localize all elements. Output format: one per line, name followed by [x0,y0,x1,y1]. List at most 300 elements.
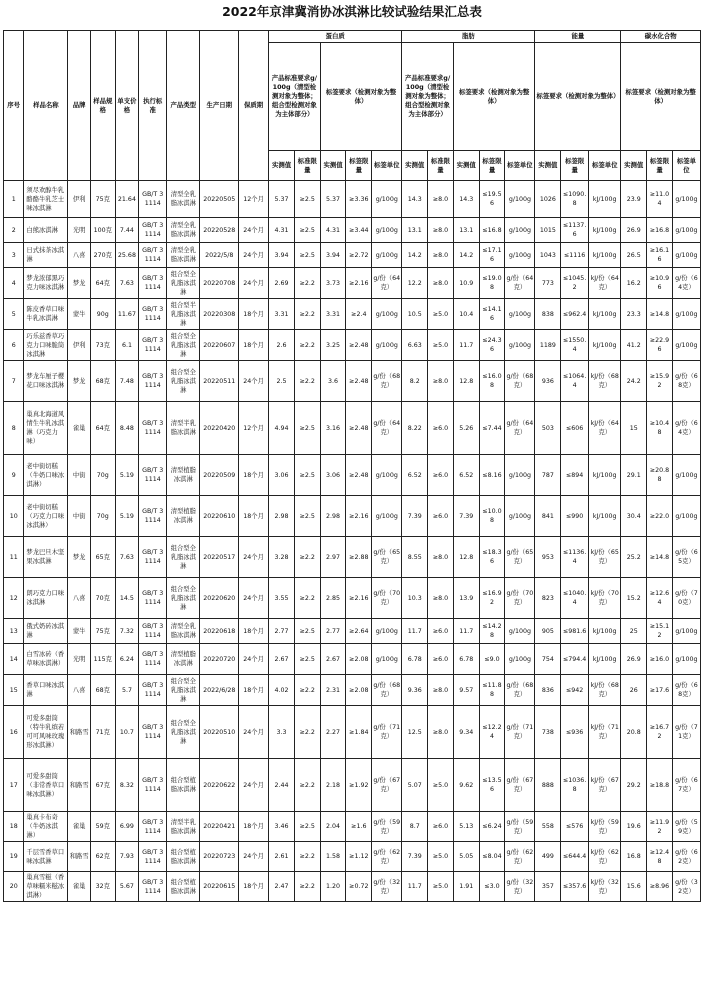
cell-protein-label-limit: ≥3.36 [346,181,372,218]
cell-protein-std-limit: ≥2.5 [294,243,320,268]
cell-name: 俄式奶砖冰淇淋 [24,619,68,644]
cell-energy-label-unit: kJ/份（68克） [589,675,621,706]
cell-energy-label-limit: ≤357.6 [561,872,589,902]
cell-protein-label-unit: g/100g [372,496,402,537]
cell-energy-label-limit: ≤942 [561,675,589,706]
cell-carb-label-unit: g/100g [672,330,700,361]
header-std: 执行标准 [139,31,167,181]
cell-type: 组合型全乳脂冰淇淋 [167,330,200,361]
header-protein-req: 产品标准要求g/100g（清型检测对象为整体；组合型检测对象为主体部分） [269,43,321,151]
header-protein-label-unit: 标签单位 [372,151,402,181]
cell-spec: 270克 [90,243,115,268]
cell-protein-label-unit: g/100g [372,644,402,675]
cell-fat-measured: 14.3 [402,181,428,218]
cell-protein-measured: 3.28 [269,537,295,578]
table-row [4,759,701,812]
header-date: 生产日期 [200,31,239,181]
cell-price: 8.32 [115,759,139,812]
cell-shelf: 24个月 [239,644,269,675]
cell-spec: 65克 [90,537,115,578]
cell-fat-measured: 10.5 [402,299,428,330]
cell-carb-label-limit: ≥15.92 [647,361,673,402]
cell-protein-label-limit: ≥2.4 [346,299,372,330]
cell-fat-std-limit: ≥6.0 [428,496,454,537]
cell-shelf: 24个月 [239,218,269,243]
cell-protein-label-limit: ≥2.08 [346,675,372,706]
cell-fat-label-limit: ≤16.08 [479,361,505,402]
cell-name: 可爱多甜筒（非常香草口味冰淇淋） [24,759,68,812]
cell-fat-label-limit: ≤16.8 [479,218,505,243]
cell-energy-measured: 838 [535,299,561,330]
cell-fat-label-measured: 5.13 [453,812,479,842]
cell-seq: 12 [4,578,24,619]
cell-fat-label-unit: g/份（62克） [505,842,535,872]
cell-shelf: 18个月 [239,872,269,902]
cell-spec: 68克 [90,361,115,402]
cell-protein-label-unit: g/100g [372,619,402,644]
cell-fat-label-measured: 10.9 [453,268,479,299]
cell-brand: 光明 [68,644,91,675]
cell-protein-label-measured: 3.6 [320,361,346,402]
cell-date: 20220618 [200,619,239,644]
cell-fat-std-limit: ≥8.0 [428,361,454,402]
cell-carb-label-limit: ≥22.0 [647,496,673,537]
cell-energy-label-limit: ≤1064.4 [561,361,589,402]
cell-fat-label-unit: g/100g [505,496,535,537]
header-brand: 品牌 [68,31,91,181]
cell-date: 20220622 [200,759,239,812]
cell-spec: 70克 [90,578,115,619]
cell-date: 20220708 [200,268,239,299]
cell-carb-label-limit: ≥14.8 [647,299,673,330]
cell-spec: 70g [90,455,115,496]
cell-fat-measured: 6.52 [402,455,428,496]
cell-shelf: 24个月 [239,578,269,619]
header-type: 产品类型 [167,31,200,181]
cell-fat-label-measured: 10.4 [453,299,479,330]
cell-protein-label-measured: 3.06 [320,455,346,496]
cell-price: 7.93 [115,842,139,872]
cell-protein-label-measured: 3.16 [320,402,346,455]
table-row [4,644,701,675]
cell-energy-label-unit: kJ/份（71克） [589,706,621,759]
cell-spec: 67克 [90,759,115,812]
table-row [4,872,701,902]
cell-energy-measured: 953 [535,537,561,578]
cell-fat-std-limit: ≥5.0 [428,299,454,330]
cell-protein-label-unit: g/100g [372,243,402,268]
cell-energy-label-limit: ≤576 [561,812,589,842]
cell-protein-std-limit: ≥2.5 [294,402,320,455]
cell-fat-label-unit: g/份（67克） [505,759,535,812]
cell-brand: 和路雪 [68,842,91,872]
cell-energy-measured: 357 [535,872,561,902]
cell-energy-measured: 823 [535,578,561,619]
cell-name: 巢真北海道风情生牛乳冰淇淋（巧克力味） [24,402,68,455]
cell-brand: 伊利 [68,330,91,361]
cell-energy-label-unit: kJ/份（70克） [589,578,621,619]
cell-protein-label-limit: ≥1.92 [346,759,372,812]
cell-seq: 16 [4,706,24,759]
cell-seq: 15 [4,675,24,706]
cell-protein-measured: 2.6 [269,330,295,361]
cell-energy-label-limit: ≤644.4 [561,842,589,872]
cell-protein-std-limit: ≥2.5 [294,619,320,644]
cell-shelf: 18个月 [239,675,269,706]
cell-protein-label-measured: 2.97 [320,537,346,578]
cell-date: 20220509 [200,455,239,496]
cell-price: 7.63 [115,268,139,299]
cell-shelf: 18个月 [239,299,269,330]
cell-protein-label-unit: g/份（70克） [372,578,402,619]
cell-carb-label-limit: ≥10.96 [647,268,673,299]
cell-protein-measured: 4.31 [269,218,295,243]
cell-fat-label-limit: ≤7.44 [479,402,505,455]
cell-seq: 2 [4,218,24,243]
cell-name: 老中街切糕（巧克力口味冰淇淋） [24,496,68,537]
cell-carb-label-unit: g/份（70克） [672,578,700,619]
header-protein-label-measured: 实测值 [320,151,346,181]
cell-fat-label-unit: g/100g [505,218,535,243]
cell-protein-label-measured: 2.85 [320,578,346,619]
cell-protein-label-measured: 2.04 [320,812,346,842]
cell-fat-label-measured: 14.3 [453,181,479,218]
cell-carb-label-unit: g/100g [672,218,700,243]
cell-seq: 1 [4,181,24,218]
cell-fat-measured: 7.39 [402,496,428,537]
cell-protein-measured: 4.02 [269,675,295,706]
cell-protein-label-limit: ≥1.12 [346,842,372,872]
cell-date: 20220723 [200,842,239,872]
cell-fat-label-measured: 9.62 [453,759,479,812]
cell-name: 可爱多甜筒（特牛乳缤若可可风味玫瑰形冰淇淋） [24,706,68,759]
cell-fat-label-measured: 6.78 [453,644,479,675]
cell-protein-label-limit: ≥2.16 [346,496,372,537]
cell-std: GB/T 31114 [139,330,167,361]
cell-std: GB/T 31114 [139,644,167,675]
cell-spec: 62克 [90,842,115,872]
cell-name: 日式抹茶冰淇淋 [24,243,68,268]
cell-carb-measured: 16.8 [621,842,647,872]
cell-carb-measured: 29.2 [621,759,647,812]
cell-carb-label-unit: g/100g [672,496,700,537]
cell-spec: 100克 [90,218,115,243]
cell-energy-measured: 1026 [535,181,561,218]
cell-type: 清型半乳脂冰淇淋 [167,812,200,842]
cell-fat-label-limit: ≤19.56 [479,181,505,218]
header-energy: 能量 [535,31,621,43]
cell-price: 6.24 [115,644,139,675]
header-fat-label-limit: 标签限量 [479,151,505,181]
cell-energy-measured: 1043 [535,243,561,268]
header-name: 样品名称 [24,31,68,181]
cell-date: 20220620 [200,578,239,619]
cell-spec: 75克 [90,619,115,644]
cell-carb-label-limit: ≥14.8 [647,537,673,578]
cell-brand: 和路雪 [68,759,91,812]
cell-fat-label-measured: 6.52 [453,455,479,496]
cell-fat-std-limit: ≥8.0 [428,268,454,299]
cell-carb-measured: 24.2 [621,361,647,402]
cell-spec: 71克 [90,706,115,759]
cell-energy-measured: 787 [535,455,561,496]
cell-energy-measured: 888 [535,759,561,812]
cell-fat-measured: 13.1 [402,218,428,243]
table-row [4,619,701,644]
cell-fat-label-limit: ≤14.28 [479,619,505,644]
cell-type: 清型全乳脂冰淇淋 [167,619,200,644]
cell-type: 组合型全乳脂冰淇淋 [167,268,200,299]
cell-name: 梦龙巴旦木坚果冰淇淋 [24,537,68,578]
cell-protein-std-limit: ≥2.2 [294,299,320,330]
cell-fat-label-unit: g/100g [505,644,535,675]
cell-fat-std-limit: ≥8.0 [428,706,454,759]
cell-spec: 115克 [90,644,115,675]
cell-spec: 64克 [90,268,115,299]
cell-protein-measured: 5.37 [269,181,295,218]
cell-protein-label-limit: ≥2.48 [346,455,372,496]
cell-protein-label-measured: 3.94 [320,243,346,268]
cell-protein-std-limit: ≥2.2 [294,759,320,812]
cell-seq: 11 [4,537,24,578]
cell-protein-label-limit: ≥2.16 [346,578,372,619]
cell-fat-std-limit: ≥8.0 [428,578,454,619]
cell-std: GB/T 31114 [139,842,167,872]
cell-carb-label-unit: g/100g [672,644,700,675]
cell-carb-measured: 30.4 [621,496,647,537]
header-energy-label-req: 标签要求（检测对象为整体） [535,43,621,151]
cell-name: 朗巧克力口味冰淇淋 [24,578,68,619]
cell-protein-measured: 2.77 [269,619,295,644]
cell-protein-measured: 2.67 [269,644,295,675]
cell-protein-std-limit: ≥2.2 [294,537,320,578]
cell-protein-label-measured: 2.67 [320,644,346,675]
header-fat-req: 产品标准要求g/100g（清型检测对象为整体；组合型检测对象为主体部分） [402,43,454,151]
cell-name: 白熊冰淇淋 [24,218,68,243]
cell-type: 组合型植脂冰淇淋 [167,759,200,812]
cell-brand: 中街 [68,496,91,537]
cell-protein-label-limit: ≥2.88 [346,537,372,578]
cell-carb-label-unit: g/份（64克） [672,268,700,299]
cell-shelf: 18个月 [239,496,269,537]
cell-protein-label-measured: 5.37 [320,181,346,218]
cell-fat-measured: 8.7 [402,812,428,842]
cell-seq: 18 [4,812,24,842]
cell-carb-label-limit: ≥16.0 [647,644,673,675]
cell-name: 老中街切糕（牛奶口味冰淇淋） [24,455,68,496]
results-table [3,30,701,902]
cell-carb-label-unit: g/份（71克） [672,706,700,759]
table-row [4,299,701,330]
cell-carb-label-limit: ≥12.64 [647,578,673,619]
cell-std: GB/T 31114 [139,455,167,496]
cell-fat-label-unit: g/份（71克） [505,706,535,759]
cell-fat-std-limit: ≥5.0 [428,842,454,872]
cell-type: 组合型全乳脂冰淇淋 [167,537,200,578]
cell-price: 11.67 [115,299,139,330]
cell-energy-label-limit: ≤1036.8 [561,759,589,812]
cell-seq: 19 [4,842,24,872]
cell-protein-label-limit: ≥2.08 [346,644,372,675]
cell-protein-label-unit: g/100g [372,330,402,361]
cell-shelf: 24个月 [239,361,269,402]
cell-carb-label-limit: ≥11.04 [647,181,673,218]
cell-name: 香草口味冰淇淋 [24,675,68,706]
cell-protein-std-limit: ≥2.2 [294,675,320,706]
cell-energy-measured: 1015 [535,218,561,243]
cell-energy-label-unit: kJ/份（67克） [589,759,621,812]
cell-protein-label-limit: ≥2.64 [346,619,372,644]
cell-protein-label-unit: g/份（71克） [372,706,402,759]
cell-protein-label-measured: 1.58 [320,842,346,872]
header-energy-label-limit: 标签限量 [561,151,589,181]
cell-protein-label-unit: g/份（68克） [372,361,402,402]
cell-energy-measured: 836 [535,675,561,706]
cell-type: 组合型全乳脂冰淇淋 [167,675,200,706]
cell-date: 20220517 [200,537,239,578]
results-table-wrapper [3,30,701,902]
cell-protein-label-limit: ≥2.72 [346,243,372,268]
cell-fat-std-limit: ≥8.0 [428,218,454,243]
cell-carb-label-limit: ≥20.88 [647,455,673,496]
cell-name: 巢真卡布奇（牛奶冰淇淋） [24,812,68,842]
cell-fat-std-limit: ≥6.0 [428,455,454,496]
cell-energy-measured: 841 [535,496,561,537]
cell-fat-label-unit: g/份（32克） [505,872,535,902]
cell-carb-label-unit: g/份（68克） [672,675,700,706]
cell-fat-label-measured: 5.05 [453,842,479,872]
cell-type: 清型全乳脂冰淇淋 [167,243,200,268]
cell-energy-label-limit: ≤981.6 [561,619,589,644]
cell-energy-label-limit: ≤1550.4 [561,330,589,361]
cell-shelf: 18个月 [239,619,269,644]
cell-seq: 6 [4,330,24,361]
cell-protein-measured: 3.94 [269,243,295,268]
cell-protein-label-unit: g/100g [372,181,402,218]
cell-shelf: 24个月 [239,759,269,812]
cell-energy-label-limit: ≤962.4 [561,299,589,330]
cell-carb-measured: 23.3 [621,299,647,330]
cell-fat-label-unit: g/100g [505,181,535,218]
table-row [4,578,701,619]
header-carb-label-req: 标签要求（检测对象为整体） [621,43,701,151]
cell-carb-label-limit: ≥17.6 [647,675,673,706]
cell-name: 梦龙浓郁黑巧克力味冰淇淋 [24,268,68,299]
cell-energy-measured: 499 [535,842,561,872]
cell-seq: 3 [4,243,24,268]
cell-energy-label-unit: kJ/100g [589,619,621,644]
cell-fat-label-unit: g/100g [505,619,535,644]
cell-date: 20220420 [200,402,239,455]
cell-energy-label-limit: ≤1136.4 [561,537,589,578]
header-spec: 样品规格 [90,31,115,181]
cell-protein-label-measured: 1.20 [320,872,346,902]
cell-fat-label-limit: ≤19.08 [479,268,505,299]
header-carb-label-unit: 标签单位 [672,151,700,181]
cell-price: 8.48 [115,402,139,455]
cell-name: 须尽欢醇牛乳酪酪牛乳芝士味冰淇淋 [24,181,68,218]
cell-carb-measured: 16.2 [621,268,647,299]
cell-energy-measured: 503 [535,402,561,455]
cell-fat-std-limit: ≥5.0 [428,872,454,902]
cell-type: 清型全乳脂冰淇淋 [167,218,200,243]
cell-std: GB/T 31114 [139,361,167,402]
cell-protein-measured: 3.55 [269,578,295,619]
cell-energy-measured: 1189 [535,330,561,361]
cell-protein-measured: 2.47 [269,872,295,902]
cell-carb-label-limit: ≥16.72 [647,706,673,759]
cell-protein-measured: 2.44 [269,759,295,812]
cell-type: 组合型全乳脂冰淇淋 [167,578,200,619]
cell-protein-std-limit: ≥2.2 [294,872,320,902]
cell-fat-label-unit: g/份（70克） [505,578,535,619]
cell-std: GB/T 31114 [139,268,167,299]
cell-type: 清型植脂冰淇淋 [167,644,200,675]
cell-protein-measured: 4.94 [269,402,295,455]
cell-energy-label-limit: ≤990 [561,496,589,537]
header-protein-label-req: 标签要求（检测对象为整体） [320,43,402,151]
cell-brand: 和路雪 [68,706,91,759]
cell-energy-label-limit: ≤1045.2 [561,268,589,299]
table-row [4,330,701,361]
cell-energy-label-limit: ≤894 [561,455,589,496]
cell-date: 20220720 [200,644,239,675]
header-energy-measured: 实测值 [535,151,561,181]
cell-date: 20220505 [200,181,239,218]
cell-fat-std-limit: ≥8.0 [428,243,454,268]
cell-fat-measured: 10.3 [402,578,428,619]
cell-protein-std-limit: ≥2.5 [294,218,320,243]
cell-price: 5.7 [115,675,139,706]
header-protein-measured: 实测值 [269,151,295,181]
cell-std: GB/T 31114 [139,218,167,243]
header-fat: 脂肪 [402,31,535,43]
cell-carb-measured: 15.6 [621,872,647,902]
cell-energy-label-unit: kJ/100g [589,181,621,218]
header-fat-measured: 实测值 [402,151,428,181]
cell-protein-label-measured: 3.31 [320,299,346,330]
cell-date: 20220615 [200,872,239,902]
header-fat-label-unit: 标签单位 [505,151,535,181]
header-carb-measured: 实测值 [621,151,647,181]
cell-protein-measured: 2.69 [269,268,295,299]
cell-carb-measured: 25 [621,619,647,644]
cell-price: 7.32 [115,619,139,644]
cell-protein-measured: 3.06 [269,455,295,496]
cell-protein-label-unit: g/份（62克） [372,842,402,872]
cell-fat-label-unit: g/份（64克） [505,402,535,455]
cell-fat-label-limit: ≤13.56 [479,759,505,812]
cell-fat-measured: 11.7 [402,872,428,902]
cell-carb-measured: 26.9 [621,644,647,675]
cell-seq: 8 [4,402,24,455]
cell-protein-label-unit: g/100g [372,455,402,496]
cell-energy-label-unit: kJ/份（59克） [589,812,621,842]
cell-shelf: 18个月 [239,330,269,361]
cell-energy-measured: 905 [535,619,561,644]
header-fat-label-req: 标签要求（检测对象为整体） [453,43,535,151]
cell-fat-std-limit: ≥6.0 [428,644,454,675]
header-carb-label-limit: 标签限量 [647,151,673,181]
cell-energy-label-unit: kJ/100g [589,299,621,330]
cell-fat-label-limit: ≤8.16 [479,455,505,496]
cell-fat-std-limit: ≥6.0 [428,812,454,842]
cell-energy-label-limit: ≤1090.8 [561,181,589,218]
page-title: 2022年京津冀消协冰淇淋比较试验结果汇总表 [222,4,482,19]
cell-fat-label-measured: 7.39 [453,496,479,537]
cell-carb-measured: 26.9 [621,218,647,243]
cell-brand: 八喜 [68,675,91,706]
